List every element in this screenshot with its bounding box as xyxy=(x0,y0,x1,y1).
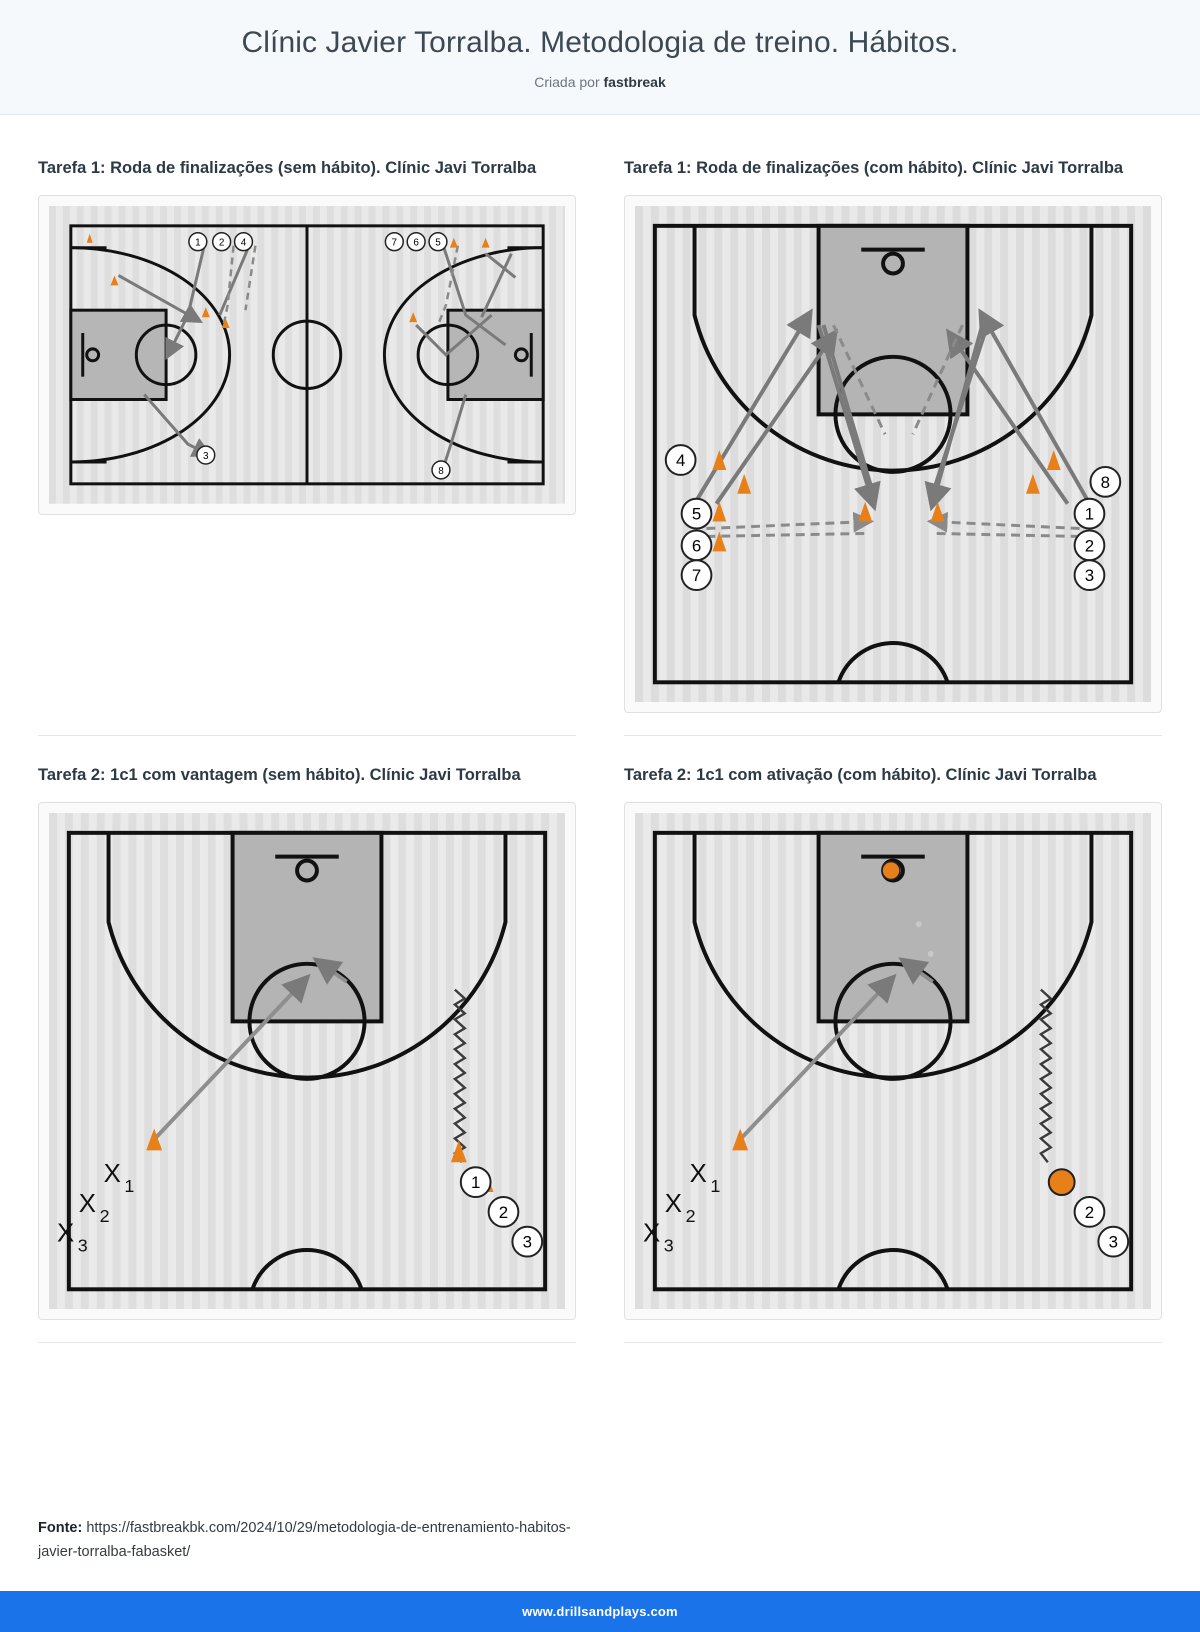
player-token xyxy=(682,530,712,560)
svg-text:2: 2 xyxy=(1084,1202,1095,1222)
drill-card-2 xyxy=(624,139,1162,736)
player-token xyxy=(1075,530,1105,560)
player-token xyxy=(432,461,450,479)
svg-text:3: 3 xyxy=(203,450,209,462)
svg-text:7: 7 xyxy=(391,237,398,249)
player-token xyxy=(489,1197,519,1227)
player-token xyxy=(213,233,231,251)
court-diagram-3[interactable] xyxy=(38,802,576,1320)
svg-text:4: 4 xyxy=(675,450,686,470)
svg-text:3: 3 xyxy=(663,1235,674,1256)
svg-text:5: 5 xyxy=(435,237,441,249)
svg-text:3: 3 xyxy=(77,1235,88,1256)
page-header xyxy=(0,0,1200,115)
page-title: Clínic Javier Torralba. Metodologia de treino. Hábitos. xyxy=(241,26,959,59)
svg-text:7: 7 xyxy=(691,566,702,586)
full-court-svg xyxy=(49,206,565,504)
svg-text:3: 3 xyxy=(1108,1232,1118,1252)
ball-token xyxy=(1049,1169,1075,1195)
svg-text:2: 2 xyxy=(685,1205,696,1226)
player-token xyxy=(235,233,253,251)
svg-text:3: 3 xyxy=(1084,566,1095,586)
court-diagram-2[interactable] xyxy=(624,195,1162,713)
defender-token: X xyxy=(689,1160,707,1189)
svg-text:6: 6 xyxy=(413,237,419,249)
svg-text:2: 2 xyxy=(498,1202,509,1222)
player-token xyxy=(407,233,425,251)
svg-text:5: 5 xyxy=(691,504,702,524)
svg-text:2: 2 xyxy=(99,1205,110,1226)
drill-title-1: Tarefa 1: Roda de finalizações (sem hábito). Clínic Javi Torralba xyxy=(38,159,537,177)
svg-text:1: 1 xyxy=(710,1176,721,1197)
drill-title-3: Tarefa 2: 1c1 com vantagem (sem hábito). Clínic Javi Torralba xyxy=(38,766,521,785)
player-token xyxy=(682,560,712,590)
bottom-bar[interactable]: www.drillsandplays.com xyxy=(0,1591,1200,1632)
svg-text:1: 1 xyxy=(124,1176,135,1197)
half-court-svg-4 xyxy=(635,813,1151,1309)
player-token xyxy=(429,233,447,251)
player-token xyxy=(666,445,696,475)
source-label: Fonte: xyxy=(38,1519,83,1536)
player-token xyxy=(1090,467,1120,497)
svg-text:1: 1 xyxy=(470,1173,481,1193)
svg-text:8: 8 xyxy=(438,465,444,477)
player-token xyxy=(1075,560,1105,590)
player-token xyxy=(1098,1227,1128,1257)
half-court-svg-3 xyxy=(49,813,565,1309)
svg-text:2: 2 xyxy=(1084,536,1095,556)
author-name: fastbreak xyxy=(603,74,666,90)
svg-text:1: 1 xyxy=(1084,504,1095,524)
player-token xyxy=(682,499,712,529)
created-by-label: Criada por xyxy=(534,74,600,90)
svg-text:8: 8 xyxy=(1100,472,1111,492)
source-url[interactable]: https://fastbreakbk.com/2024/10/29/metodologia-de-entrenamiento-habitos-javier-torralba-fabasket/ xyxy=(38,1519,571,1561)
court-diagram-1[interactable] xyxy=(38,195,576,515)
svg-text:3: 3 xyxy=(522,1232,532,1252)
player-token xyxy=(197,446,215,464)
defender-token: X xyxy=(103,1160,121,1189)
player-token xyxy=(1075,499,1105,529)
defender-token: X xyxy=(56,1219,75,1248)
player-token xyxy=(512,1227,542,1257)
drill-card-3 xyxy=(38,746,576,1343)
grid-spacer xyxy=(624,736,1162,746)
player-token xyxy=(385,233,403,251)
drills-grid xyxy=(38,139,1162,1343)
defender-token: X xyxy=(642,1219,661,1248)
page-subtitle xyxy=(20,74,1180,90)
player-token xyxy=(461,1167,491,1197)
svg-text:1: 1 xyxy=(195,237,201,249)
svg-text:6: 6 xyxy=(691,536,702,556)
court-diagram-4[interactable] xyxy=(624,802,1162,1320)
svg-text:2: 2 xyxy=(218,237,225,249)
drill-title-4: Tarefa 2: 1c1 com ativação (com hábito). Clínic Javi Torralba xyxy=(624,766,1097,785)
drill-title-2: Tarefa 1: Roda de finalizações (com hábito). Clínic Javi Torralba xyxy=(624,159,1124,177)
defender-token: X xyxy=(664,1189,682,1218)
grid-spacer xyxy=(38,736,576,746)
svg-text:4: 4 xyxy=(240,237,247,249)
player-token xyxy=(1075,1197,1105,1227)
source-note xyxy=(0,1486,640,1591)
drill-card-1 xyxy=(38,139,576,736)
drills-grid-container xyxy=(0,115,1200,1486)
drill-card-4 xyxy=(624,746,1162,1343)
player-token xyxy=(189,233,207,251)
half-court-svg-2 xyxy=(635,206,1151,702)
defender-token: X xyxy=(78,1189,96,1218)
